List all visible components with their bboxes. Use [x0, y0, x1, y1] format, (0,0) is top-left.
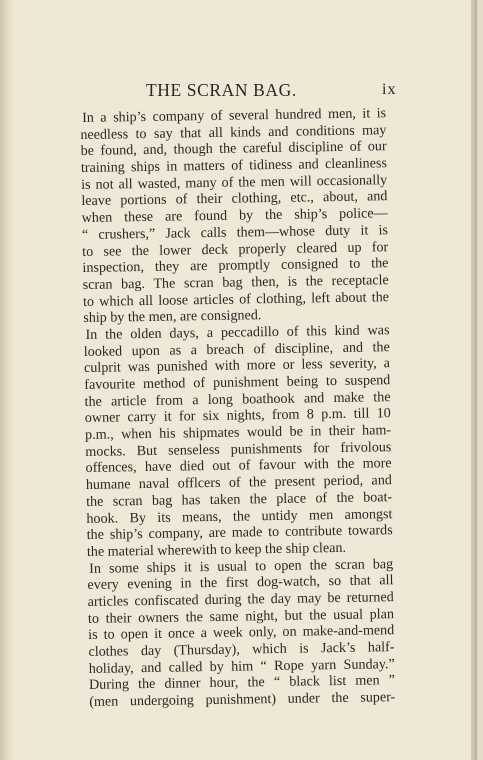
text-line: humane naval offlcers of the present period, and: [85, 472, 392, 494]
text-line: owner carry it for six nights, from 8 p.m. till 10: [84, 405, 391, 427]
text-line: (men undergoing punishment) under the super-: [89, 689, 396, 710]
text-line: “ crushers,” Jack calls them—whose duty it is: [81, 221, 389, 243]
text-line: clothes day (Thursday), which is Jack’s half-: [88, 639, 395, 660]
text-line: training ships in matters of tidiness and cleanliness: [80, 155, 387, 177]
text-line: when these are found by the ship’s police—: [81, 205, 388, 227]
page-edge: [471, 0, 477, 760]
text-line: In the olden days, a peccadillo of this kind was: [85, 322, 390, 343]
running-title: THE SCRAN BAG.: [146, 80, 297, 100]
text-line: articles confiscated during the day may be returned: [87, 589, 394, 610]
text-line: to see the lower deck properly cleared up for: [82, 238, 389, 260]
text-line: the scran bag has taken the place of the boat-: [86, 488, 393, 510]
text-line: hook. By its means, the untidy men amongst: [86, 505, 393, 527]
text-line: offences, have died out of favour with the more: [85, 455, 392, 477]
text-line: In some ships it is usual to open the scran bag: [89, 555, 394, 577]
text-line: favourite method of punishment being to suspend: [84, 372, 391, 393]
text-line: culprit was punished with more or less severity, a: [83, 355, 391, 377]
text-line: to which all loose articles of clothing, left about the: [82, 288, 390, 310]
text-line: mocks. But senseless punishments for frivolous: [85, 438, 392, 460]
page-gutter-shadow: [0, 0, 14, 760]
text-line: scran bag. The scran bag then, is the receptacle: [82, 272, 389, 293]
running-head: [0, 80, 477, 104]
text-line: ship by the men, are consigned.: [83, 307, 262, 327]
text-line: the material wherewith to keep the ship clean.: [86, 539, 347, 560]
text-line: inspection, they are promptly consigned to the: [82, 255, 389, 277]
text-line: is not all wasted, many of the men will occasionally: [81, 171, 388, 193]
text-line: the article from a long boathook and make the: [84, 388, 391, 410]
text-line: is to open it once a week only, on make-and-mend: [88, 622, 395, 644]
text-line: looked upon as a breach of discipline, and the: [83, 338, 390, 360]
text-line: every evening in the first dog-watch, so that all: [87, 572, 394, 594]
page-number: ix: [382, 81, 397, 98]
text-line: the ship’s company, are made to contribute towards: [86, 522, 393, 544]
text-line: be found, and, though the careful discipline of our: [80, 138, 387, 160]
text-line: needless to say that all kinds and conditions may: [80, 121, 387, 143]
text-line: leave portions of their clothing, etc., about, and: [81, 188, 388, 210]
text-line: During the dinner hour, the “ black list men ”: [88, 672, 396, 694]
text-line: holiday, and called by him “ Rope yarn Sunday.”: [88, 655, 395, 677]
text-line: p.m., when his shipmates would be in their ham-: [84, 422, 392, 444]
text-line: In a ship’s company of several hundred men, it is: [81, 105, 387, 126]
text-line: to their owners the same night, but the usual plan: [87, 605, 395, 627]
body-text: [80, 105, 395, 710]
